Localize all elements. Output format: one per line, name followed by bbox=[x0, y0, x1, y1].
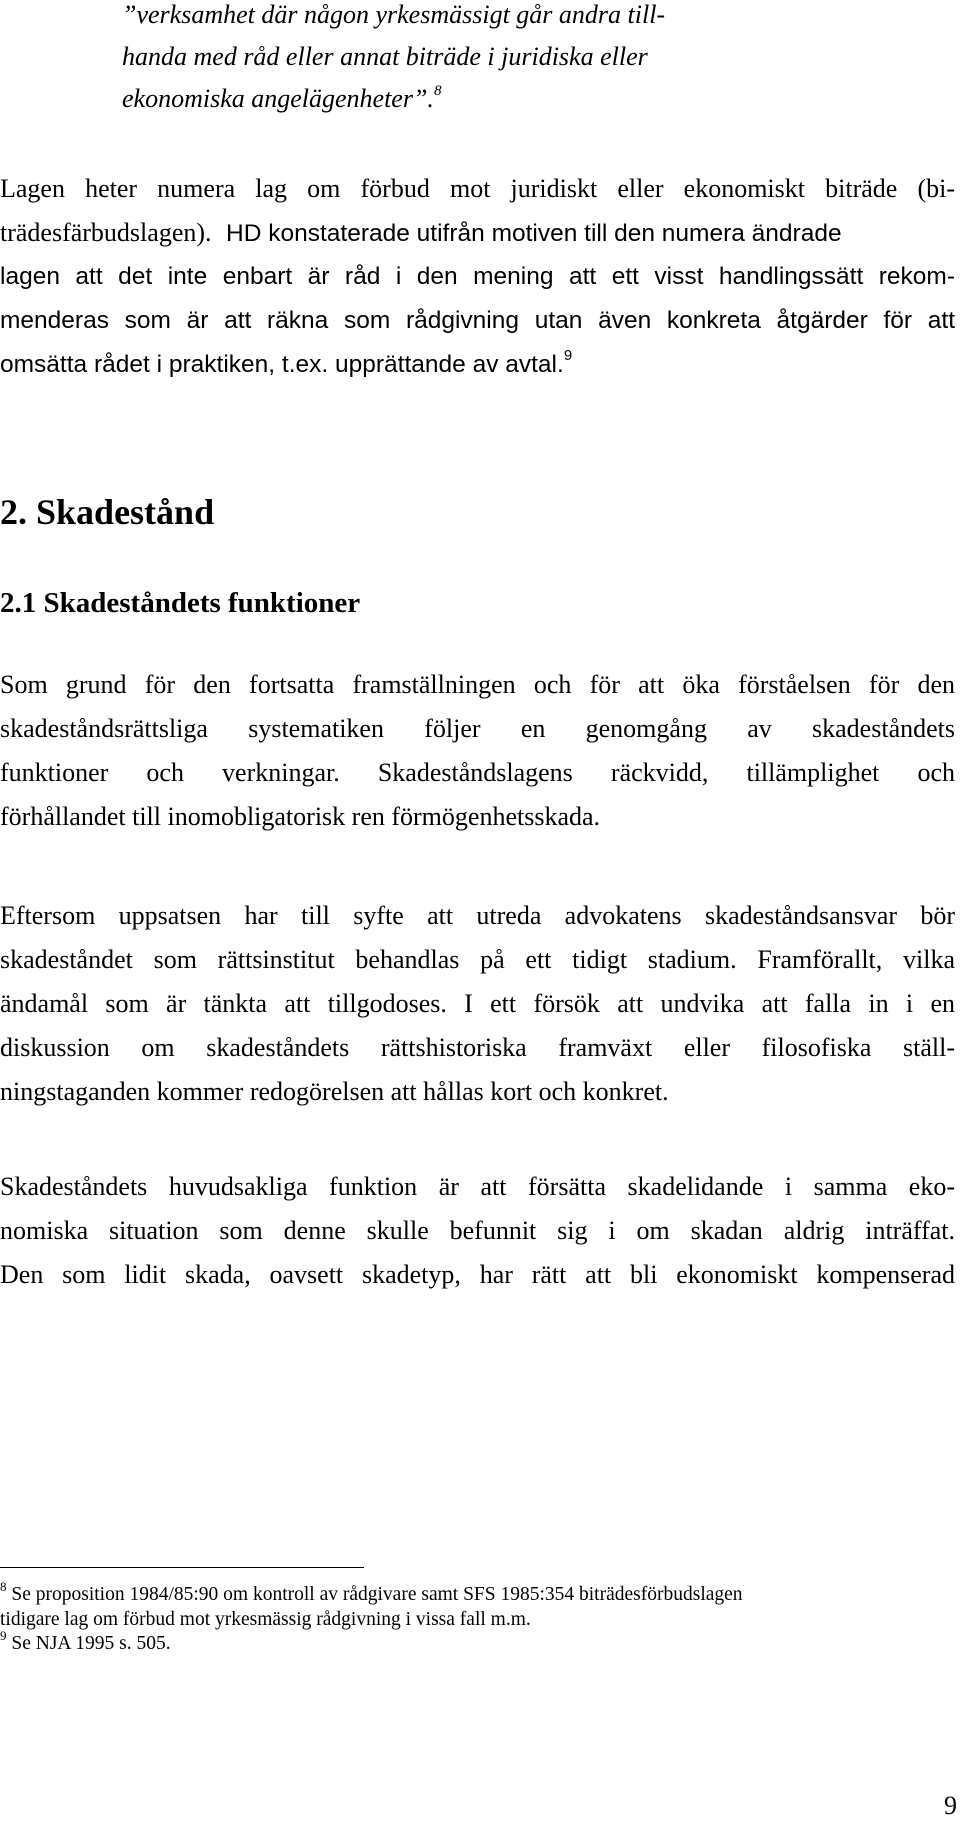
para1-line-4 bbox=[0, 306, 955, 336]
para1-line-2 bbox=[0, 218, 955, 249]
para3-text-4: diskussion om skadeståndets rättshistoriska framväxt eller filosofiska ställ- bbox=[0, 1033, 955, 1062]
footnote-8-line-1 bbox=[0, 1579, 955, 1607]
para4-line-2 bbox=[0, 1216, 955, 1246]
para3-line-4 bbox=[0, 1033, 955, 1063]
para2-text-3: funktioner och verkningar. Skadeståndslagens räckvidd, tillämplighet och bbox=[0, 758, 955, 787]
para2-line-1 bbox=[0, 670, 955, 700]
para1-text-3: lagen att det inte enbart är råd i den mening att ett visst handlingssätt rekom- bbox=[0, 263, 955, 290]
section-heading: 2. Skadestånd bbox=[0, 492, 215, 532]
quote-text-2: handa med råd eller annat biträde i juridiska eller bbox=[122, 42, 648, 71]
para3-line-5 bbox=[0, 1077, 955, 1107]
footnote-ref-8: 8 bbox=[433, 83, 442, 99]
quote-line-3 bbox=[122, 84, 702, 114]
para1-text-2a: trädesfärbudslagen). bbox=[0, 218, 212, 247]
para2-line-3 bbox=[0, 758, 955, 788]
para1-line-1 bbox=[0, 174, 955, 204]
footnote-8-text-2: tidigare lag om förbud mot yrkesmässig rådgivning i vissa fall m.m. bbox=[0, 1609, 531, 1630]
para2-text-2: skadeståndsrättsliga systematiken följer en genomgång av skadeståndets bbox=[0, 714, 955, 743]
quote-text-3: ekonomiska angelägenheter”. bbox=[122, 84, 434, 113]
para4-text-3: Den som lidit skada, oavsett skadetyp, har rätt att bli ekonomiskt kompenserad bbox=[0, 1260, 955, 1289]
footnote-9-number: 9 bbox=[0, 1628, 7, 1643]
para3-text-2: skadeståndet som rättsinstitut behandlas på ett tidigt stadium. Framförallt, vilka bbox=[0, 945, 955, 974]
para1-text-1: Lagen heter numera lag om förbud mot juridiskt eller ekonomiskt biträde (bi- bbox=[0, 174, 955, 203]
para3-text-1: Eftersom uppsatsen har till syfte att utreda advokatens skadeståndsansvar bör bbox=[0, 901, 955, 930]
footnote-8-line-2 bbox=[0, 1608, 955, 1632]
para3-text-5: ningstaganden kommer redogörelsen att hållas kort och konkret. bbox=[0, 1077, 669, 1106]
para1-text-2b: HD konstaterade utifrån motiven till den numera ändrade bbox=[226, 220, 842, 247]
para2-line-2 bbox=[0, 714, 955, 744]
para4-text-2: nomiska situation som denne skulle befunnit sig i om skadan aldrig inträffat. bbox=[0, 1216, 955, 1245]
para4-line-1 bbox=[0, 1172, 955, 1202]
para3-line-2 bbox=[0, 945, 955, 975]
quote-text-1: ”verksamhet där någon yrkesmässigt går andra till- bbox=[122, 0, 666, 29]
para2-line-4 bbox=[0, 802, 955, 832]
page-number: 9 bbox=[944, 1791, 957, 1820]
subsection-heading: 2.1 Skadeståndets funktioner bbox=[0, 587, 361, 619]
para2-text-4: förhållandet till inomobligatorisk ren förmögenhetsskada. bbox=[0, 802, 601, 831]
para1-text-4: menderas som är att räkna som rådgivning utan även konkreta åtgärder för att bbox=[0, 307, 955, 334]
para3-line-1 bbox=[0, 901, 955, 931]
quote-line-2 bbox=[122, 42, 702, 72]
quote-line-1 bbox=[122, 0, 702, 30]
para4-text-1: Skadeståndets huvudsakliga funktion är att försätta skadelidande i samma eko- bbox=[0, 1172, 955, 1201]
para1-line-3 bbox=[0, 262, 955, 292]
para1-line-5 bbox=[0, 347, 955, 380]
para3-line-3 bbox=[0, 989, 955, 1019]
footnote-9-text: Se NJA 1995 s. 505. bbox=[11, 1633, 171, 1654]
footnote-8-text-1: Se proposition 1984/85:90 om kontroll av rådgivare samt SFS 1985:354 biträdesförbudslagen bbox=[11, 1584, 743, 1605]
footnote-separator bbox=[0, 1567, 364, 1568]
para3-text-3: ändamål som är tänkta att tillgodoses. I ett försök att undvika att falla in i en bbox=[0, 989, 955, 1018]
para4-line-3 bbox=[0, 1260, 955, 1290]
footnote-ref-9: 9 bbox=[563, 347, 573, 364]
para2-text-1: Som grund för den fortsatta framställningen och för att öka förståelsen för den bbox=[0, 670, 955, 699]
footnote-8-number: 8 bbox=[0, 1579, 7, 1594]
footnote-9 bbox=[0, 1628, 955, 1656]
para1-text-5: omsätta rådet i praktiken, t.ex. upprättande av avtal. bbox=[0, 351, 564, 378]
